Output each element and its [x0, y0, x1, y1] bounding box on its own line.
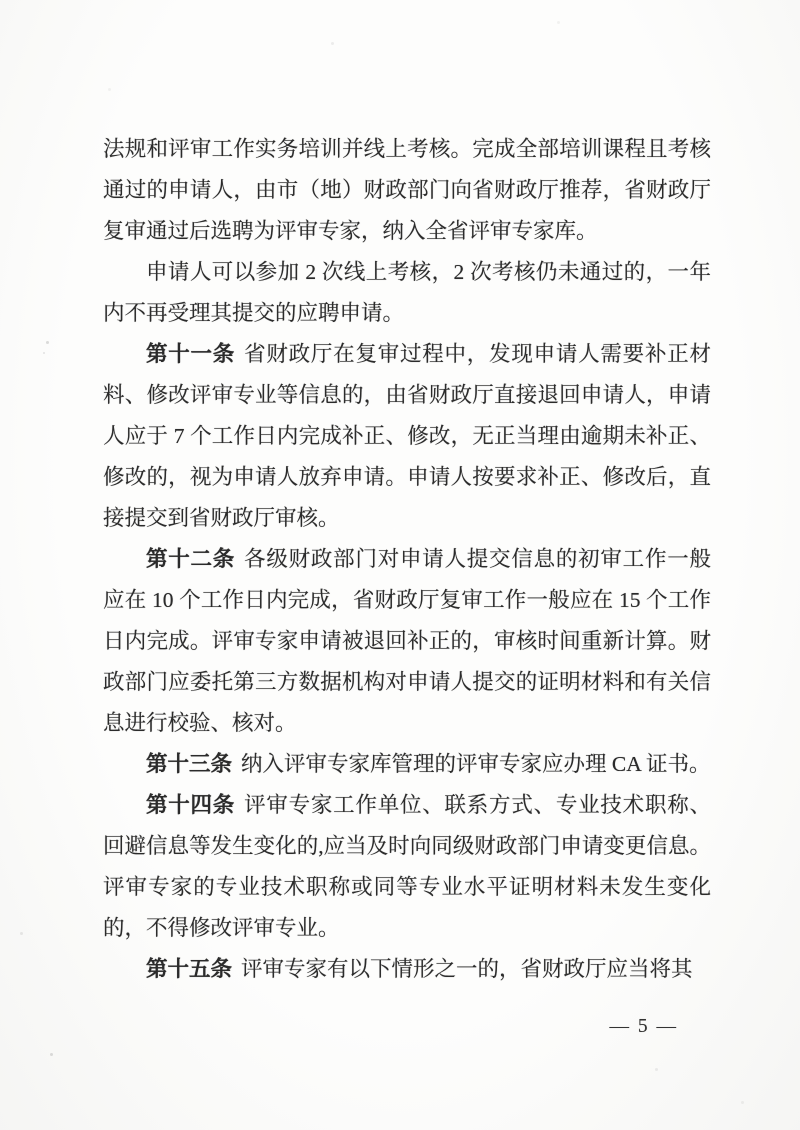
paragraph-article-14 [103, 785, 711, 949]
scan-speck [557, 21, 560, 24]
page-number: — 5 — [609, 1016, 678, 1037]
article-15-label: 第十五条 [146, 957, 233, 981]
paragraph-article-13 [103, 744, 711, 785]
paragraph-retry-rule [103, 252, 711, 334]
paragraph-text: 评审专家工作单位、联系方式、专业技术职称、回避信息等发生变化的,应当及时向同级财政部门申请变更信息。评审专家的专业技术职称或同等专业水平证明材料未发生变化的，不得修改评审专业。 [103, 793, 711, 940]
document-body [103, 129, 711, 990]
scan-speck [108, 88, 111, 91]
article-12-label: 第十二条 [146, 547, 236, 571]
article-14-label: 第十四条 [146, 793, 236, 817]
paragraph-text: 评审专家有以下情形之一的，省财政厅应当将其 [241, 957, 693, 981]
paragraph-text: 申请人可以参加 2 次线上考核，2 次考核仍未通过的，一年内不再受理其提交的应聘申请。 [103, 260, 711, 325]
paragraph-text: 各级财政部门对申请人提交信息的初审工作一般应在 10 个工作日内完成，省财政厅复审工作一般应在 15 个工作日内完成。评审专家申请被退回补正的，审核时间重新计算。财政部门应委托第三方数据机构对申请人提交的证明材料和有关信息进行校验、核对。 [103, 547, 711, 735]
scan-speck [20, 932, 23, 935]
paragraph-article-11 [103, 334, 711, 539]
scan-speck [43, 352, 45, 354]
scan-speck [46, 341, 49, 344]
paragraph-continuation [103, 129, 711, 252]
article-11-label: 第十一条 [146, 342, 236, 366]
article-13-label: 第十三条 [146, 752, 233, 776]
scan-speck [331, 42, 334, 45]
scan-speck [655, 1068, 658, 1071]
paragraph-article-12 [103, 539, 711, 744]
scan-speck [741, 1101, 744, 1104]
paragraph-text: 省财政厅在复审过程中，发现申请人需要补正材料、修改评审专业等信息的，由省财政厅直接退回申请人，申请人应于 7 个工作日内完成补正、修改，无正当理由逾期未补正、修改的，视为申请人放弃申请。申请人按要求补正、修改后，直接提交到省财政厅审核。 [103, 342, 711, 530]
paragraph-text: 法规和评审工作实务培训并线上考核。完成全部培训课程且考核通过的申请人，由市（地）财政部门向省财政厅推荐，省财政厅复审通过后选聘为评审专家，纳入全省评审专家库。 [103, 137, 711, 243]
paragraph-text: 纳入评审专家库管理的评审专家应办理 CA 证书。 [241, 752, 711, 776]
paragraph-article-15 [103, 949, 711, 990]
scan-speck [50, 1053, 53, 1056]
